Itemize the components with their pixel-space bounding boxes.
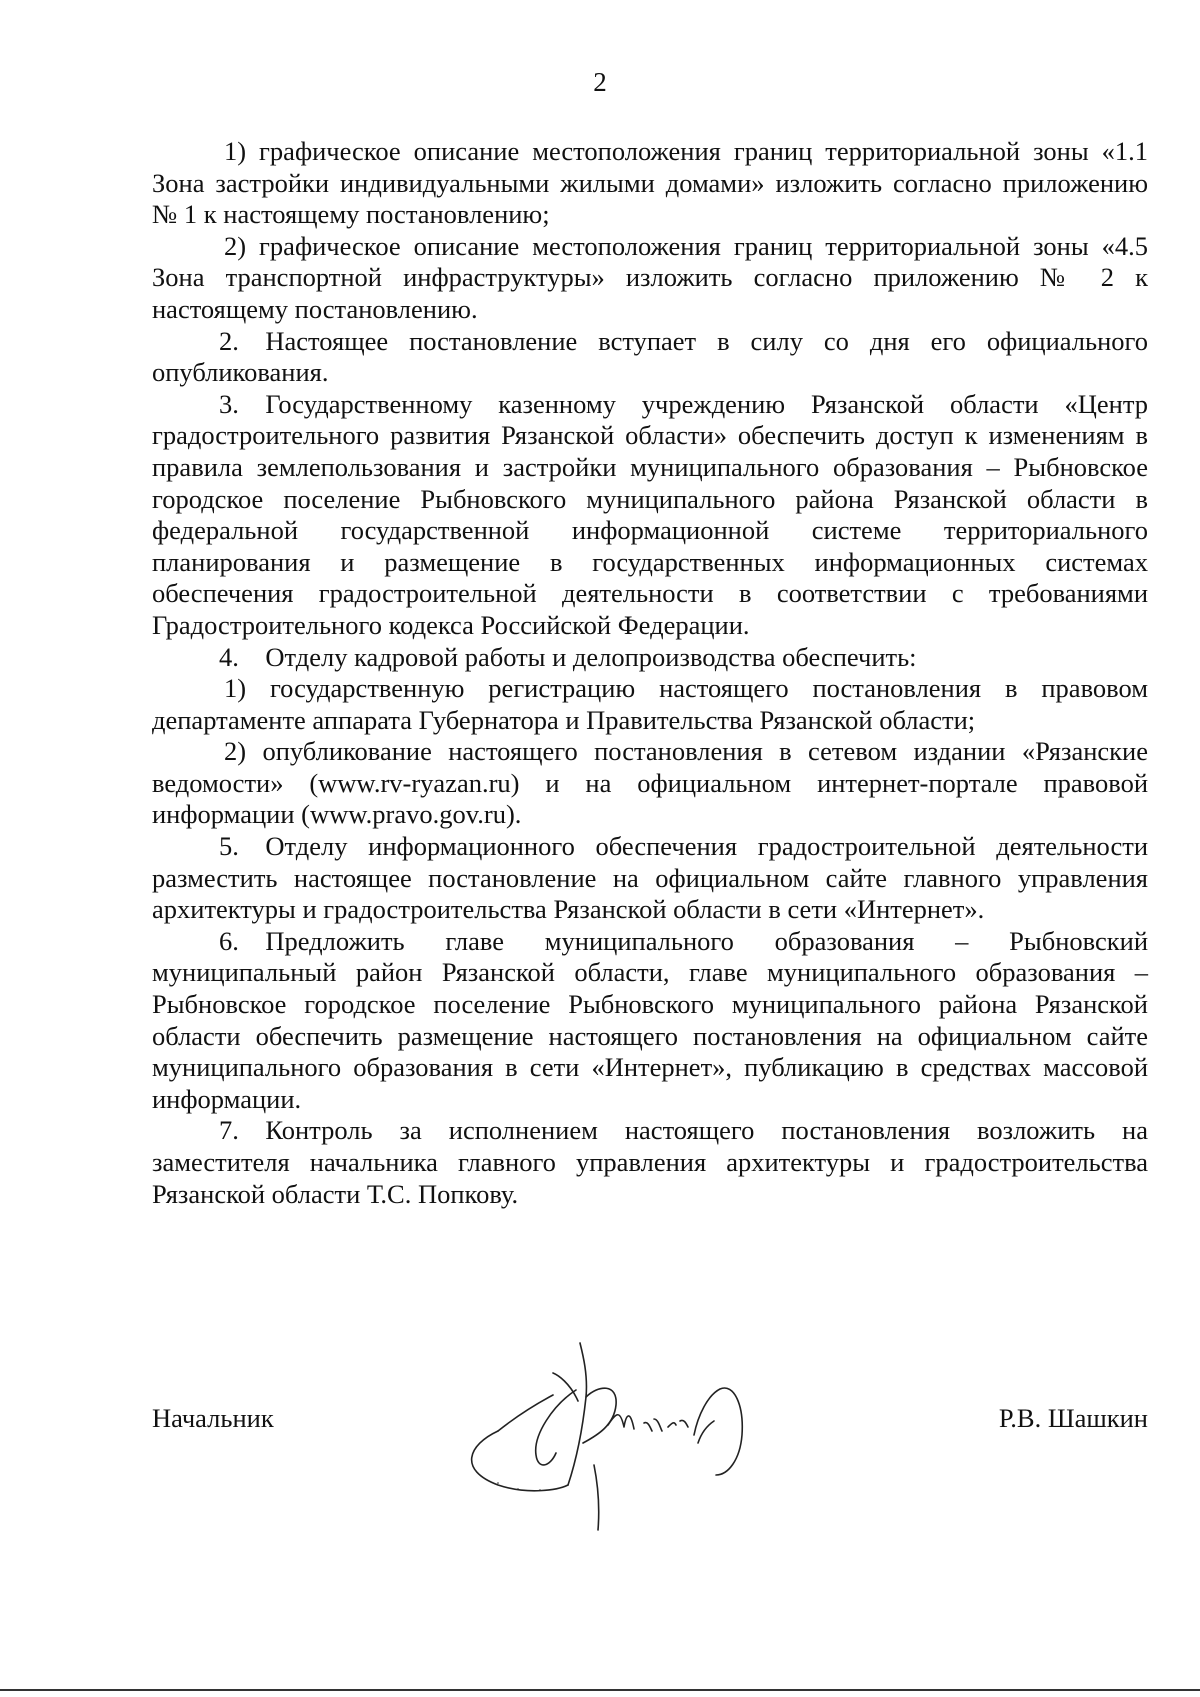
document-body bbox=[152, 136, 1148, 1210]
signatory-name: Р.В. Шашкин bbox=[998, 1403, 1148, 1433]
page-number: 2 bbox=[593, 67, 607, 97]
paragraph-6: 6. Предложить главе муниципального образования – Рыбновский муниципальный район Рязанской области, главе муниципального образования – Рыбновское городское поселение Рыбновского муниципального района Рязанской области обеспечить размещение настоящего постановления на официальном сайте муниципального образования в сети «Интернет», публикацию в средствах массовой информации. bbox=[152, 925, 1148, 1114]
paragraph-4-2: 2) опубликование настоящего постановления в сетевом издании «Рязанские ведомости» (www.rv-ryazan.ru) и на официальном интернет-портале правовой информации (www.pravo.gov.ru). bbox=[152, 736, 1148, 830]
signatory-title: Начальник bbox=[152, 1403, 274, 1433]
paragraph-7: 7. Контроль за исполнением настоящего постановления возложить на заместителя начальника главного управления архитектуры и градостроительства Рязанской области Т.С. Попкову. bbox=[152, 1115, 1148, 1209]
paragraph-4: 4. Отделу кадровой работы и делопроизводства обеспечить: bbox=[219, 641, 917, 672]
signature-block bbox=[152, 1402, 1148, 1442]
bottom-divider bbox=[0, 1689, 1200, 1691]
paragraph-2: 2. Настоящее постановление вступает в силу со дня его официального опубликования. bbox=[152, 325, 1148, 388]
paragraph-3: 3. Государственному казенному учреждению Рязанской области «Центр градостроительного развития Рязанской области» обеспечить доступ к изменениям в правила землепользования и застройки муниципального образования – Рыбновское городское поселение Рыбновского муниципального района Рязанской области в федеральной государственной информационной системе территориального планирования и размещение в государственных информационных системах обеспечения градостроительной деятельности в соответствии с требованиями Градостроительного кодекса Российской Федерации. bbox=[152, 388, 1148, 640]
paragraph-1-2: 2) графическое описание местоположения границ территориальной зоны «4.5 Зона транспортной инфраструктуры» изложить согласно приложению № 2 к настоящему постановлению. bbox=[152, 230, 1148, 324]
paragraph-4-1: 1) государственную регистрацию настоящего постановления в правовом департаменте аппарата Губернатора и Правительства Рязанской области; bbox=[152, 673, 1148, 735]
paragraph-5: 5. Отделу информационного обеспечения градостроительной деятельности разместить настоящее постановление на официальном сайте главного управления архитектуры и градостроительства Рязанской области в сети «Интернет». bbox=[152, 831, 1148, 925]
paragraph-1-1: 1) графическое описание местоположения границ территориальной зоны «1.1 Зона застройки индивидуальными жилыми домами» изложить согласно приложению № 1 к настоящему постановлению; bbox=[152, 136, 1148, 230]
